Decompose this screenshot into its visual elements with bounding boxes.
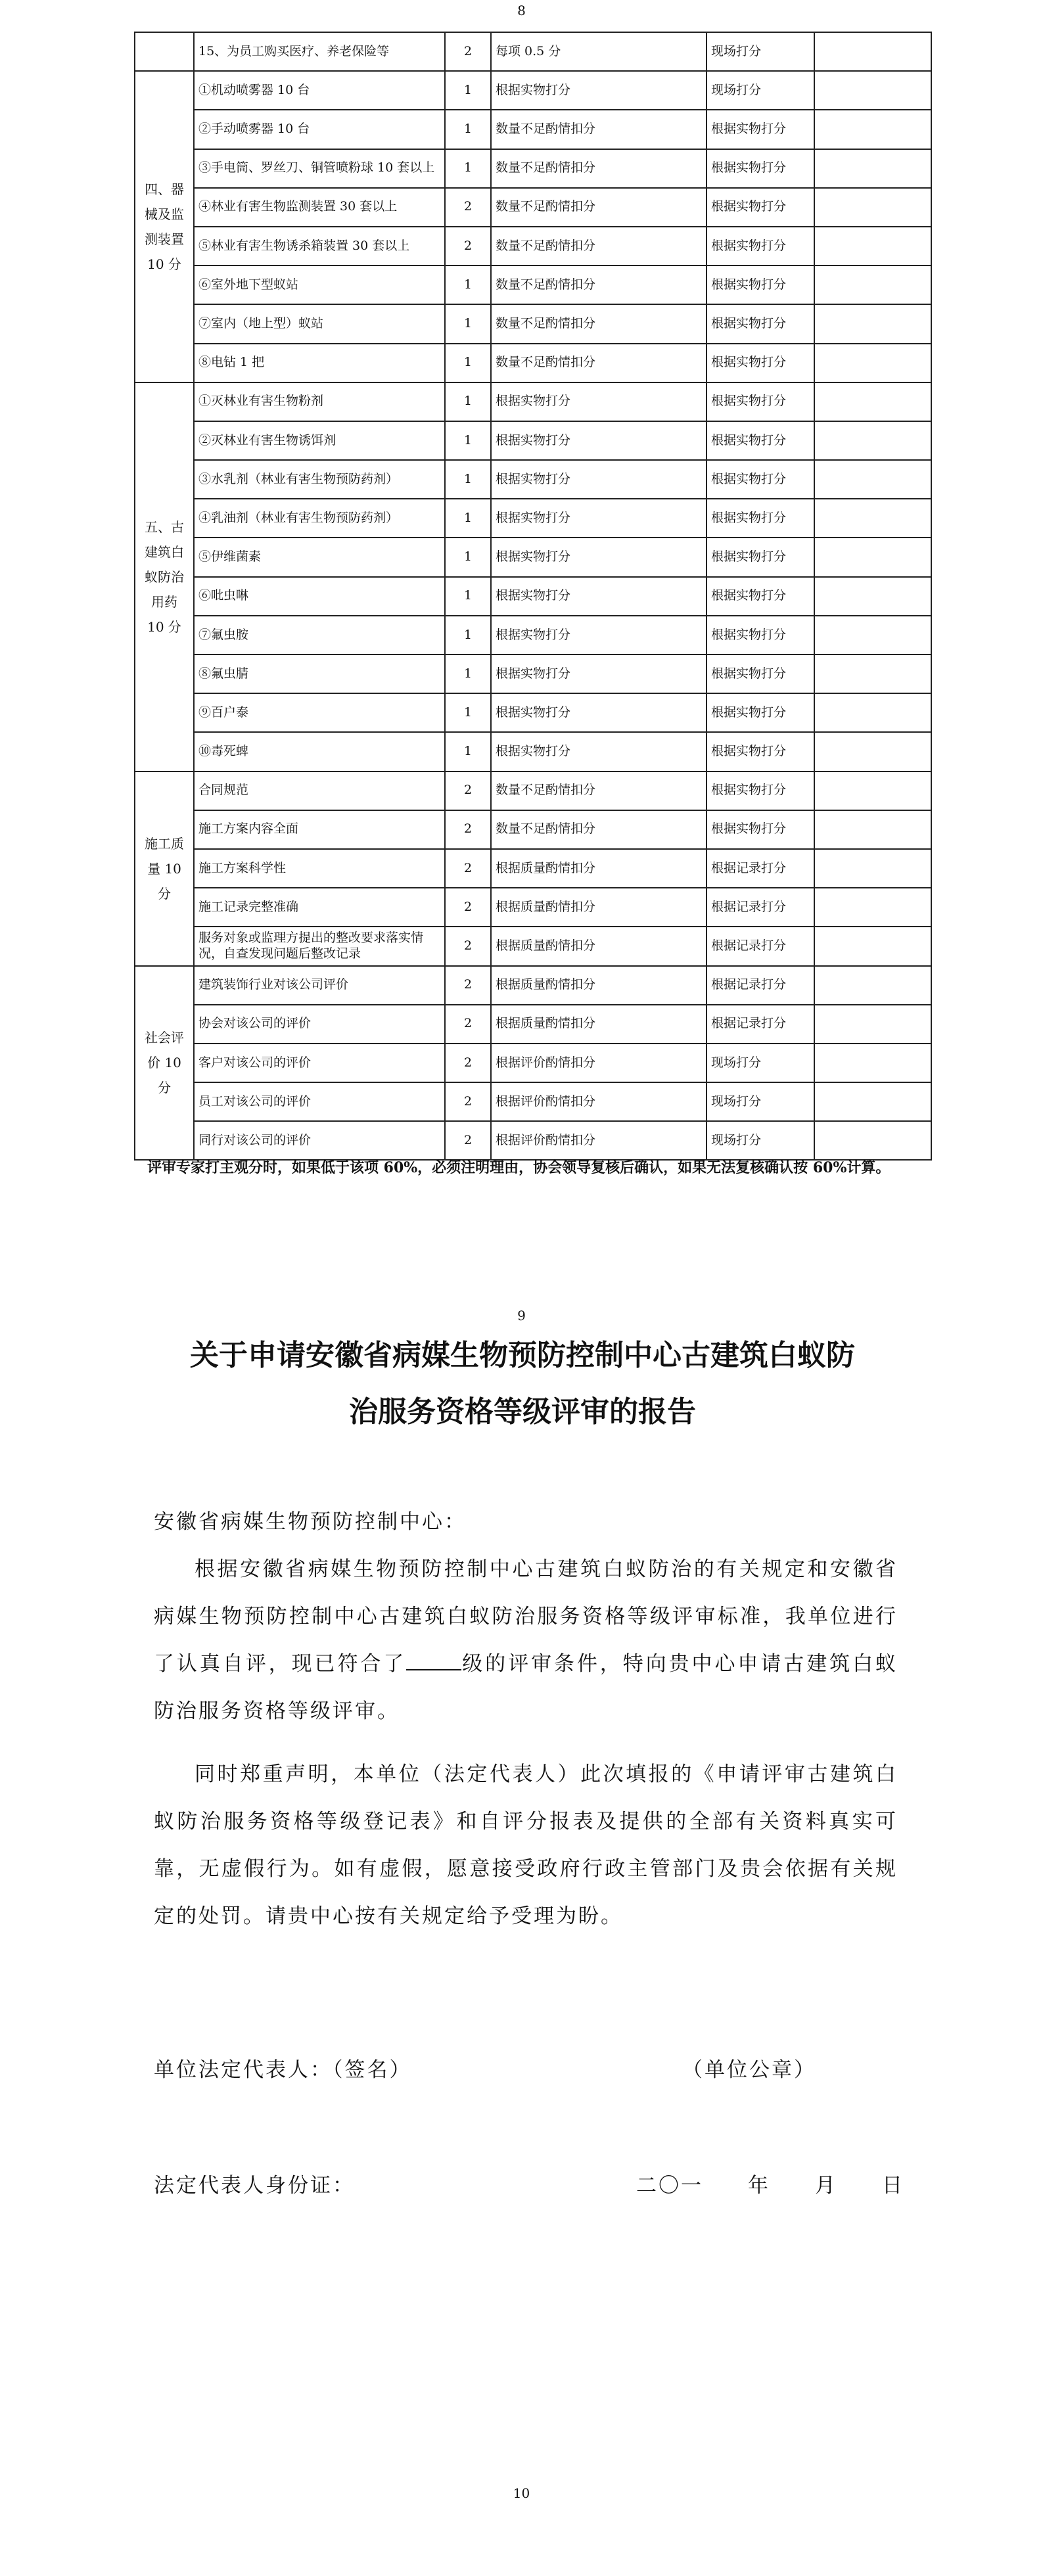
report-title-line-2: 治服务资格等级评审的报告 xyxy=(349,1395,696,1429)
table-row xyxy=(135,771,931,810)
category-cell xyxy=(135,32,194,71)
method-cell: 根据实物打分 xyxy=(491,538,707,576)
salutation: 安徽省病媒生物预防控制中心： xyxy=(154,1510,467,1534)
score-cell: 1 xyxy=(445,382,491,421)
remark-cell xyxy=(814,421,931,460)
score-cell: 1 xyxy=(445,538,491,576)
remark-cell xyxy=(814,265,931,304)
score-cell: 1 xyxy=(445,577,491,616)
item-cell: ①机动喷雾器 10 台 xyxy=(194,71,445,110)
table-row xyxy=(135,344,931,382)
method-cell: 根据实物打分 xyxy=(491,732,707,771)
scoring-table xyxy=(134,32,932,1161)
method-cell: 根据实物打分 xyxy=(491,499,707,538)
table-row xyxy=(135,538,931,576)
evaluation-cell: 根据实物打分 xyxy=(707,810,814,849)
item-cell: ③手电筒、罗丝刀、铜管喷粉球 10 套以上 xyxy=(194,149,445,188)
representative-id-label: 法定代表人身份证： xyxy=(154,2174,355,2197)
item-cell: ④乳油剂（林业有害生物预防药剂） xyxy=(194,499,445,538)
grade-blank-field[interactable] xyxy=(406,1649,461,1670)
remark-cell xyxy=(814,304,931,343)
evaluation-cell: 根据记录打分 xyxy=(707,927,814,965)
category-cell: 施工质量 10 分 xyxy=(135,771,194,966)
remark-cell xyxy=(814,110,931,149)
method-cell: 数量不足酌情扣分 xyxy=(491,149,707,188)
page-number-bottom: 10 xyxy=(513,2485,530,2501)
signature-date: 二〇一 年 月 日 xyxy=(636,2174,904,2197)
score-cell: 1 xyxy=(445,344,491,382)
score-cell: 2 xyxy=(445,1082,491,1121)
score-cell: 2 xyxy=(445,771,491,810)
remark-cell xyxy=(814,499,931,538)
table-row xyxy=(135,927,931,965)
table-row xyxy=(135,849,931,888)
item-cell: 施工方案内容全面 xyxy=(194,810,445,849)
score-cell: 1 xyxy=(445,265,491,304)
score-cell: 1 xyxy=(445,616,491,655)
score-cell: 1 xyxy=(445,304,491,343)
evaluation-cell: 根据记录打分 xyxy=(707,849,814,888)
evaluation-cell: 根据实物打分 xyxy=(707,655,814,693)
item-cell: ⑩毒死蜱 xyxy=(194,732,445,771)
evaluation-cell: 根据实物打分 xyxy=(707,304,814,343)
page-number-middle: 9 xyxy=(517,1308,526,1323)
paragraph-application-part-1: 根据安徽省病媒生物预防控制中心古建筑白蚁防治的有关规定和安徽省病媒生物预防控制中心古建筑白蚁防治服务资格等级评审标准，我单位进行了认真自评，现已符合了 xyxy=(154,1557,898,1676)
method-cell: 根据实物打分 xyxy=(491,382,707,421)
evaluation-cell: 根据实物打分 xyxy=(707,421,814,460)
score-cell: 1 xyxy=(445,149,491,188)
score-cell: 2 xyxy=(445,810,491,849)
score-cell: 2 xyxy=(445,1121,491,1160)
evaluation-cell: 根据实物打分 xyxy=(707,265,814,304)
paragraph-declaration: 同时郑重声明，本单位（法定代表人）此次填报的《申请评审古建筑白蚁防治服务资格等级登记表》和自评分报表及提供的全部有关资料真实可靠，无虚假行为。如有虚假，愿意接受政府行政主管部门及贵会依据有关规定的处罚。请贵中心按有关规定给予受理为盼。 xyxy=(154,1762,898,1928)
evaluation-cell: 根据实物打分 xyxy=(707,110,814,149)
evaluation-cell: 现场打分 xyxy=(707,71,814,110)
scoring-note: 评审专家打主观分时，如果低于该项 60%，必须注明理由，协会领导复核后确认，如果无法复核确认按 60%计算。 xyxy=(147,1159,891,1176)
score-cell: 2 xyxy=(445,32,491,71)
remark-cell xyxy=(814,71,931,110)
evaluation-cell: 现场打分 xyxy=(707,1044,814,1082)
score-cell: 2 xyxy=(445,966,491,1005)
method-cell: 根据实物打分 xyxy=(491,577,707,616)
item-cell: ⑧电钻 1 把 xyxy=(194,344,445,382)
table-row xyxy=(135,32,931,71)
score-cell: 1 xyxy=(445,421,491,460)
representative-signature-label: 单位法定代表人：（签名） xyxy=(154,2058,412,2082)
table-row xyxy=(135,110,931,149)
remark-cell xyxy=(814,344,931,382)
evaluation-cell: 根据实物打分 xyxy=(707,149,814,188)
score-cell: 2 xyxy=(445,188,491,227)
category-cell: 五、古建筑白蚁防治用药 10 分 xyxy=(135,382,194,771)
evaluation-cell: 现场打分 xyxy=(707,1082,814,1121)
remark-cell xyxy=(814,888,931,927)
method-cell: 根据实物打分 xyxy=(491,460,707,499)
evaluation-cell: 现场打分 xyxy=(707,32,814,71)
remark-cell xyxy=(814,810,931,849)
remark-cell xyxy=(814,382,931,421)
table-row xyxy=(135,460,931,499)
evaluation-cell: 根据实物打分 xyxy=(707,693,814,732)
score-cell: 1 xyxy=(445,460,491,499)
remark-cell xyxy=(814,655,931,693)
remark-cell xyxy=(814,460,931,499)
evaluation-cell: 根据实物打分 xyxy=(707,771,814,810)
method-cell: 数量不足酌情扣分 xyxy=(491,304,707,343)
evaluation-cell: 根据实物打分 xyxy=(707,732,814,771)
paragraph-application xyxy=(154,1546,898,1735)
item-cell: ⑥吡虫啉 xyxy=(194,577,445,616)
item-cell: ⑦氟虫胺 xyxy=(194,616,445,655)
item-cell: ⑤伊维菌素 xyxy=(194,538,445,576)
item-cell: 施工方案科学性 xyxy=(194,849,445,888)
remark-cell xyxy=(814,1082,931,1121)
table-row xyxy=(135,265,931,304)
table-row xyxy=(135,732,931,771)
table-row xyxy=(135,810,931,849)
table-row xyxy=(135,227,931,265)
score-cell: 2 xyxy=(445,927,491,965)
evaluation-cell: 根据实物打分 xyxy=(707,460,814,499)
score-cell: 2 xyxy=(445,227,491,265)
score-cell: 1 xyxy=(445,499,491,538)
item-cell: 15、为员工购买医疗、养老保险等 xyxy=(194,32,445,71)
item-cell: 协会对该公司的评价 xyxy=(194,1005,445,1044)
table-row xyxy=(135,1005,931,1044)
score-cell: 2 xyxy=(445,1044,491,1082)
remark-cell xyxy=(814,1044,931,1082)
method-cell: 数量不足酌情扣分 xyxy=(491,265,707,304)
item-cell: ⑦室内（地上型）蚁站 xyxy=(194,304,445,343)
table-row xyxy=(135,382,931,421)
method-cell: 根据质量酌情扣分 xyxy=(491,849,707,888)
category-cell: 四、器械及监测装置 10 分 xyxy=(135,71,194,382)
remark-cell xyxy=(814,849,931,888)
item-cell: ⑥室外地下型蚁站 xyxy=(194,265,445,304)
table-row xyxy=(135,304,931,343)
method-cell: 根据质量酌情扣分 xyxy=(491,927,707,965)
method-cell: 数量不足酌情扣分 xyxy=(491,771,707,810)
method-cell: 根据实物打分 xyxy=(491,71,707,110)
evaluation-cell: 根据记录打分 xyxy=(707,888,814,927)
score-cell: 1 xyxy=(445,71,491,110)
item-cell: 服务对象或监理方提出的整改要求落实情况，自查发现问题后整改记录 xyxy=(194,927,445,965)
method-cell: 根据实物打分 xyxy=(491,421,707,460)
method-cell: 根据实物打分 xyxy=(491,693,707,732)
evaluation-cell: 根据实物打分 xyxy=(707,188,814,227)
score-cell: 1 xyxy=(445,655,491,693)
table-row xyxy=(135,499,931,538)
remark-cell xyxy=(814,927,931,965)
remark-cell xyxy=(814,188,931,227)
method-cell: 根据评价酌情扣分 xyxy=(491,1082,707,1121)
table-row xyxy=(135,1044,931,1082)
table-row xyxy=(135,149,931,188)
remark-cell xyxy=(814,771,931,810)
method-cell: 数量不足酌情扣分 xyxy=(491,110,707,149)
remark-cell xyxy=(814,732,931,771)
method-cell: 数量不足酌情扣分 xyxy=(491,188,707,227)
method-cell: 数量不足酌情扣分 xyxy=(491,227,707,265)
item-cell: 客户对该公司的评价 xyxy=(194,1044,445,1082)
evaluation-cell: 根据实物打分 xyxy=(707,344,814,382)
table-row xyxy=(135,188,931,227)
company-seal-label: （单位公章） xyxy=(682,2058,816,2082)
method-cell: 数量不足酌情扣分 xyxy=(491,810,707,849)
item-cell: 建筑装饰行业对该公司评价 xyxy=(194,966,445,1005)
remark-cell xyxy=(814,1005,931,1044)
table-row xyxy=(135,1082,931,1121)
item-cell: ③水乳剂（林业有害生物预防药剂） xyxy=(194,460,445,499)
method-cell: 根据质量酌情扣分 xyxy=(491,888,707,927)
remark-cell xyxy=(814,227,931,265)
remark-cell xyxy=(814,616,931,655)
item-cell: ⑧氟虫腈 xyxy=(194,655,445,693)
remark-cell xyxy=(814,966,931,1005)
table-row xyxy=(135,577,931,616)
table-row xyxy=(135,966,931,1005)
table-row xyxy=(135,888,931,927)
table-row xyxy=(135,616,931,655)
method-cell: 根据评价酌情扣分 xyxy=(491,1121,707,1160)
method-cell: 数量不足酌情扣分 xyxy=(491,344,707,382)
table-row xyxy=(135,693,931,732)
remark-cell xyxy=(814,693,931,732)
item-cell: 施工记录完整准确 xyxy=(194,888,445,927)
evaluation-cell: 根据实物打分 xyxy=(707,577,814,616)
item-cell: 员工对该公司的评价 xyxy=(194,1082,445,1121)
method-cell: 根据评价酌情扣分 xyxy=(491,1044,707,1082)
score-cell: 1 xyxy=(445,110,491,149)
report-title-line-1: 关于申请安徽省病媒生物预防控制中心古建筑白蚁防 xyxy=(190,1339,855,1372)
item-cell: 合同规范 xyxy=(194,771,445,810)
score-cell: 1 xyxy=(445,732,491,771)
evaluation-cell: 根据记录打分 xyxy=(707,1005,814,1044)
item-cell: ⑤林业有害生物诱杀箱装置 30 套以上 xyxy=(194,227,445,265)
method-cell: 每项 0.5 分 xyxy=(491,32,707,71)
remark-cell xyxy=(814,149,931,188)
evaluation-cell: 根据实物打分 xyxy=(707,616,814,655)
table-row xyxy=(135,71,931,110)
table-row xyxy=(135,655,931,693)
remark-cell xyxy=(814,538,931,576)
item-cell: ②手动喷雾器 10 台 xyxy=(194,110,445,149)
score-cell: 2 xyxy=(445,1005,491,1044)
page-number-top: 8 xyxy=(517,3,526,18)
item-cell: ①灭林业有害生物粉剂 xyxy=(194,382,445,421)
paragraph-application-part-2: 级的评审条件，特向贵中心申请古建筑白蚁防治服务资格等级评审。 xyxy=(154,1652,898,1723)
remark-cell xyxy=(814,577,931,616)
evaluation-cell: 根据实物打分 xyxy=(707,227,814,265)
score-cell: 2 xyxy=(445,888,491,927)
score-cell: 1 xyxy=(445,693,491,732)
item-cell: ②灭林业有害生物诱饵剂 xyxy=(194,421,445,460)
method-cell: 根据质量酌情扣分 xyxy=(491,966,707,1005)
table-row xyxy=(135,421,931,460)
item-cell: ④林业有害生物监测装置 30 套以上 xyxy=(194,188,445,227)
evaluation-cell: 根据实物打分 xyxy=(707,382,814,421)
category-cell: 社会评价 10 分 xyxy=(135,966,194,1161)
method-cell: 根据质量酌情扣分 xyxy=(491,1005,707,1044)
evaluation-cell: 根据记录打分 xyxy=(707,966,814,1005)
evaluation-cell: 根据实物打分 xyxy=(707,538,814,576)
method-cell: 根据实物打分 xyxy=(491,616,707,655)
item-cell: 同行对该公司的评价 xyxy=(194,1121,445,1160)
score-cell: 2 xyxy=(445,849,491,888)
evaluation-cell: 根据实物打分 xyxy=(707,499,814,538)
method-cell: 根据实物打分 xyxy=(491,655,707,693)
evaluation-cell: 现场打分 xyxy=(707,1121,814,1160)
remark-cell xyxy=(814,32,931,71)
item-cell: ⑨百户泰 xyxy=(194,693,445,732)
